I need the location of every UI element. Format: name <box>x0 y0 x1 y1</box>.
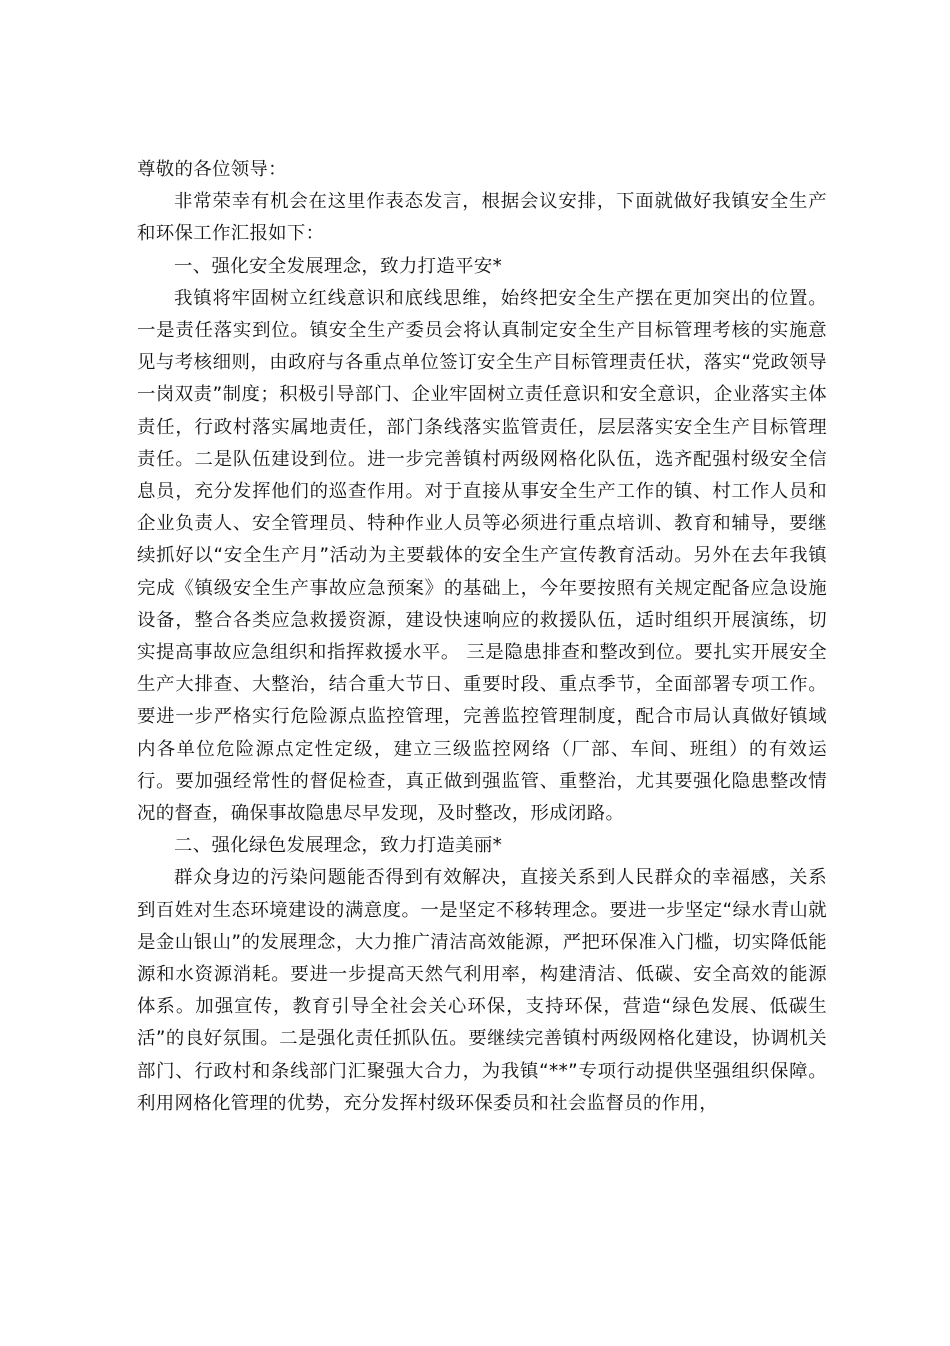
green-body-paragraph: 群众身边的污染问题能否得到有效解决，直接关系到人民群众的幸福感，关系到百姓对生态环境建设的满意度。一是坚定不移转理念。要进一步坚定“绿水青山就是金山银山”的发展理念，大力推广清洁高效能源，严把环保准入门槛，切实降低能源和水资源消耗。要进一步提高天然气利用率，构建清洁、低碳、安全高效的能源体系。加强宣传，教育引导全社会关心环保，支持环保，营造“绿色发展、低碳生活”的良好氛围。二是强化责任抓队伍。要继续完善镇村两级网格化建设，协调机关部门、行政村和条线部门汇聚强大合力，为我镇“**”专项行动提供坚强组织保障。利用网格化管理的优势，充分发挥村级环保委员和社会监督员的作用， <box>137 867 827 1114</box>
opening-paragraph: 非常荣幸有机会在这里作表态发言，根据会议安排，下面就做好我镇安全生产和环保工作汇报如下： <box>137 191 827 245</box>
salutation: 尊敬的各位领导： <box>137 159 287 180</box>
document-body <box>137 154 827 1120</box>
section-heading-green: 二、强化绿色发展理念，致力打造美丽* <box>174 835 503 857</box>
section-heading-safety: 一、强化安全发展理念，致力打造平安* <box>174 255 503 277</box>
safety-body-paragraph: 我镇将牢固树立红线意识和底线思维，始终把安全生产摆在更加突出的位置。一是责任落实到位。镇安全生产委员会将认真制定安全生产目标管理考核的实施意见与考核细则，由政府与各重点单位签订安全生产目标管理责任状，落实“党政领导一岗双责”制度；积极引导部门、企业牢固树立责任意识和安全意识，企业落实主体责任，行政村落实属地责任，部门条线落实监管责任，层层落实安全生产目标管理责任。二是队伍建设到位。进一步完善镇村两级网格化队伍，选齐配强村级安全信息员，充分发挥他们的巡查作用。对于直接从事安全生产工作的镇、村工作人员和企业负责人、安全管理员、特种作业人员等必须进行重点培训、教育和辅导，要继续抓好以“安全生产月”活动为主要载体的安全生产宣传教育活动。另外在去年我镇完成《镇级安全生产事故应急预案》的基础上，今年要按照有关规定配备应急设施设备，整合各类应急救援资源，建设快速响应的救援队伍，适时组织开展演练，切实提高事故应急组织和指挥救援水平。 三是隐患排查和整改到位。要扎实开展安全生产大排查、大整治，结合重大节日、重要时段、重点季节，全面部署专项工作。要进一步严格实行危险源点监控管理，完善监控管理制度，配合市局认真做好镇域内各单位危险源点定性定级，建立三级监控网络（厂部、车间、班组）的有效运行。要加强经常性的督促检查，真正做到强监管、重整治，尤其要强化隐患整改情况的督查，确保事故隐患尽早发现，及时整改，形成闭路。 <box>137 287 827 825</box>
